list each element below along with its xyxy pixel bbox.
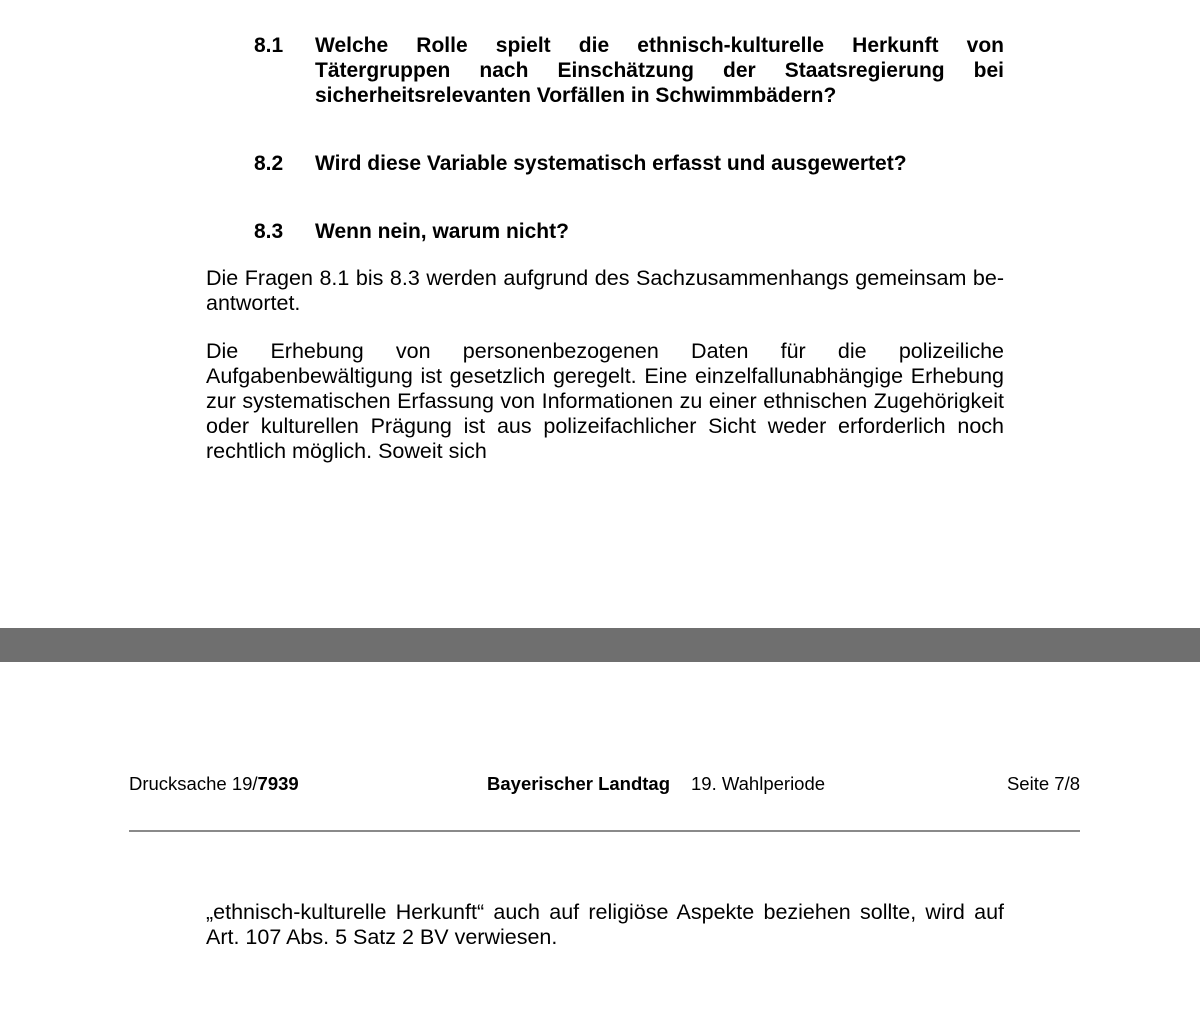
question-text: Wird diese Variable systematisch erfasst und ausgewertet? (315, 152, 907, 175)
election-period: 19. Wahlperiode (691, 773, 826, 794)
drucksache-prefix: Drucksache 19/ (129, 773, 258, 794)
parliament-name: Bayerischer Landtag (487, 773, 671, 794)
question-8-1 (254, 33, 1004, 108)
question-text: Wenn nein, warum nicht? (315, 220, 569, 243)
question-8-3 (254, 219, 1004, 244)
drucksache-label (129, 773, 299, 795)
question-number: 8.3 (254, 220, 284, 243)
page-separator (0, 628, 1200, 662)
question-number: 8.1 (254, 34, 284, 57)
header-rule (129, 830, 1080, 832)
document-page-lower (0, 662, 1200, 1018)
question-number: 8.2 (254, 152, 284, 175)
continuation-paragraph: „ethnisch-kulturelle Herkunft“ auch auf religiöse Aspekte beziehen sollte, wird auf Art. 107 Abs. 5 Satz 2 BV verwiesen. (206, 900, 1004, 949)
page-number: Seite 7/8 (1006, 773, 1080, 794)
question-text: Welche Rolle spielt die ethnisch-kulturelle Herkunft von Tätergruppen nach Einschätzung der Staatsregierung bei sicherheitsrelevanten Vorfällen in Schwimmbädern? (315, 34, 1004, 107)
question-8-2 (254, 151, 1004, 176)
header-center (487, 773, 825, 795)
answer-paragraph: Die Fragen 8.1 bis 8.3 werden aufgrund des Sachzusammenhangs gemeinsam beantwortet. (206, 266, 1004, 315)
answer-paragraph: Die Erhebung von personenbezogenen Daten für die polizeiliche Aufgabenbewältigung ist gesetzlich geregelt. Eine einzelfallunabhängige Erhebung zur systematischen Erfassung von Informationen zu einer ethnischen Zugehörigkeit oder kulturellen Prägung ist aus polizeifachlicher Sicht weder erforderlich noch rechtlich möglich. Soweit sich (206, 339, 1004, 463)
drucksache-number: 7939 (257, 773, 299, 794)
